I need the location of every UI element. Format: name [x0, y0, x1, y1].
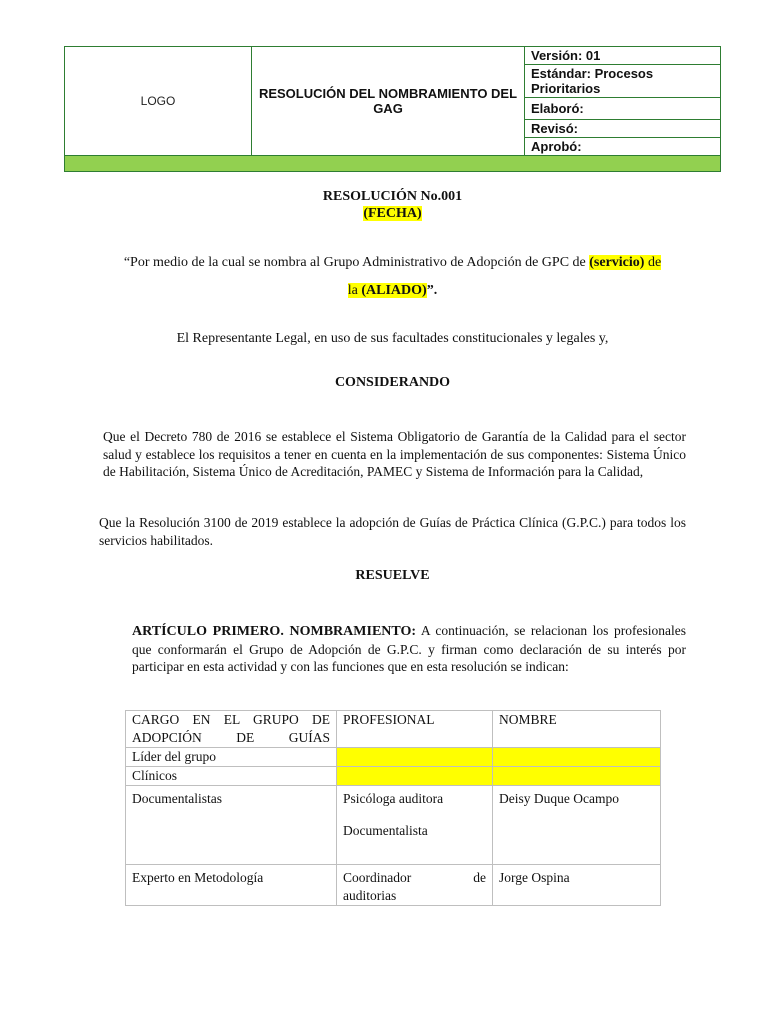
article-paragraph [132, 622, 686, 676]
header-elaboro: Elaboró: [525, 98, 721, 120]
resuelve-heading: RESUELVE [355, 568, 430, 583]
document-header [64, 46, 721, 172]
subtitle-text-de: de [644, 255, 662, 270]
aliado-placeholder: (ALIADO) [361, 283, 427, 298]
table-row [126, 786, 661, 865]
profesional-cell [337, 865, 493, 906]
profesional-line: Documentalista [343, 823, 428, 838]
table-header-cell: CARGO EN EL GRUPO DE ADOPCIÓN DE GUÍAS [126, 711, 337, 748]
resolution-heading [64, 188, 721, 222]
article-title: ARTÍCULO PRIMERO. NOMBRAMIENTO: [132, 624, 417, 639]
nombre-cell [493, 748, 661, 767]
profesional-line: auditorias [343, 888, 397, 903]
servicio-placeholder: (servicio) [589, 255, 645, 270]
subtitle-text: “Por medio de la cual se nombra al Grupo Administrativo de Adopción de GPC de [123, 255, 590, 270]
table-header-cell: PROFESIONAL [337, 711, 493, 748]
cargo-cell: Líder del grupo [126, 748, 337, 767]
nombre-cell: Deisy Duque Ocampo [493, 786, 661, 865]
cargo-cell: Clínicos [126, 767, 337, 786]
resolution-date: (FECHA) [363, 206, 422, 221]
intro-text: El Representante Legal, en uso de sus facultades constitucionales y legales y, [176, 331, 609, 346]
table-row [126, 748, 661, 767]
logo-placeholder: LOGO [65, 47, 252, 156]
header-version: Versión: 01 [525, 47, 721, 65]
considerando-heading: CONSIDERANDO [334, 375, 451, 390]
profesional-cell [337, 786, 493, 865]
header-aprobo: Aprobó: [525, 138, 721, 156]
profesional-cell [337, 767, 493, 786]
profesional-cell [337, 748, 493, 767]
resolution-number: RESOLUCIÓN No.001 [322, 189, 463, 204]
subtitle-text-la: la [347, 283, 362, 298]
profesional-line: Coordinador de [343, 870, 486, 885]
table-header-row [126, 711, 661, 748]
header-reviso: Revisó: [525, 120, 721, 138]
table-row [126, 865, 661, 906]
resolution-subtitle [64, 249, 721, 305]
article-text: A continuación, se relacionan los profesionales que conformarán el Grupo de Adopción de G.P.C. y firman como declaración de su interés por participar en esta actividad y con las funciones que en esta resolución se indican: [132, 623, 686, 674]
table-header-cell: NOMBRE [493, 711, 661, 748]
header-title: RESOLUCIÓN DEL NOMBRAMIENTO DEL GAG [252, 47, 525, 156]
nombre-cell: Jorge Ospina [493, 865, 661, 906]
consideration-paragraph: Que el Decreto 780 de 2016 se establece el Sistema Obligatorio de Garantía de la Calidad para el sector salud y establece los requisitos a tener en cuenta en la implementación de sus componentes: Sistema Único de Habilitación, Sistema Único de Acreditación, PAMEC y Sistema de Información para la Calidad, [103, 429, 686, 479]
nombre-cell [493, 767, 661, 786]
subtitle-closing: ”. [426, 283, 438, 298]
table-row [126, 767, 661, 786]
profesional-line: Psicóloga auditora [343, 791, 444, 806]
members-table [125, 710, 661, 906]
consideration-paragraph: Que la Resolución 3100 de 2019 establece la adopción de Guías de Práctica Clínica (G.P.C.) para todos los servicios habilitados. [99, 515, 686, 548]
cargo-cell: Experto en Metodología [126, 865, 337, 906]
header-green-bar [65, 156, 721, 172]
cargo-cell: Documentalistas [126, 786, 337, 865]
header-standard: Estándar: Procesos Prioritarios [525, 65, 721, 98]
